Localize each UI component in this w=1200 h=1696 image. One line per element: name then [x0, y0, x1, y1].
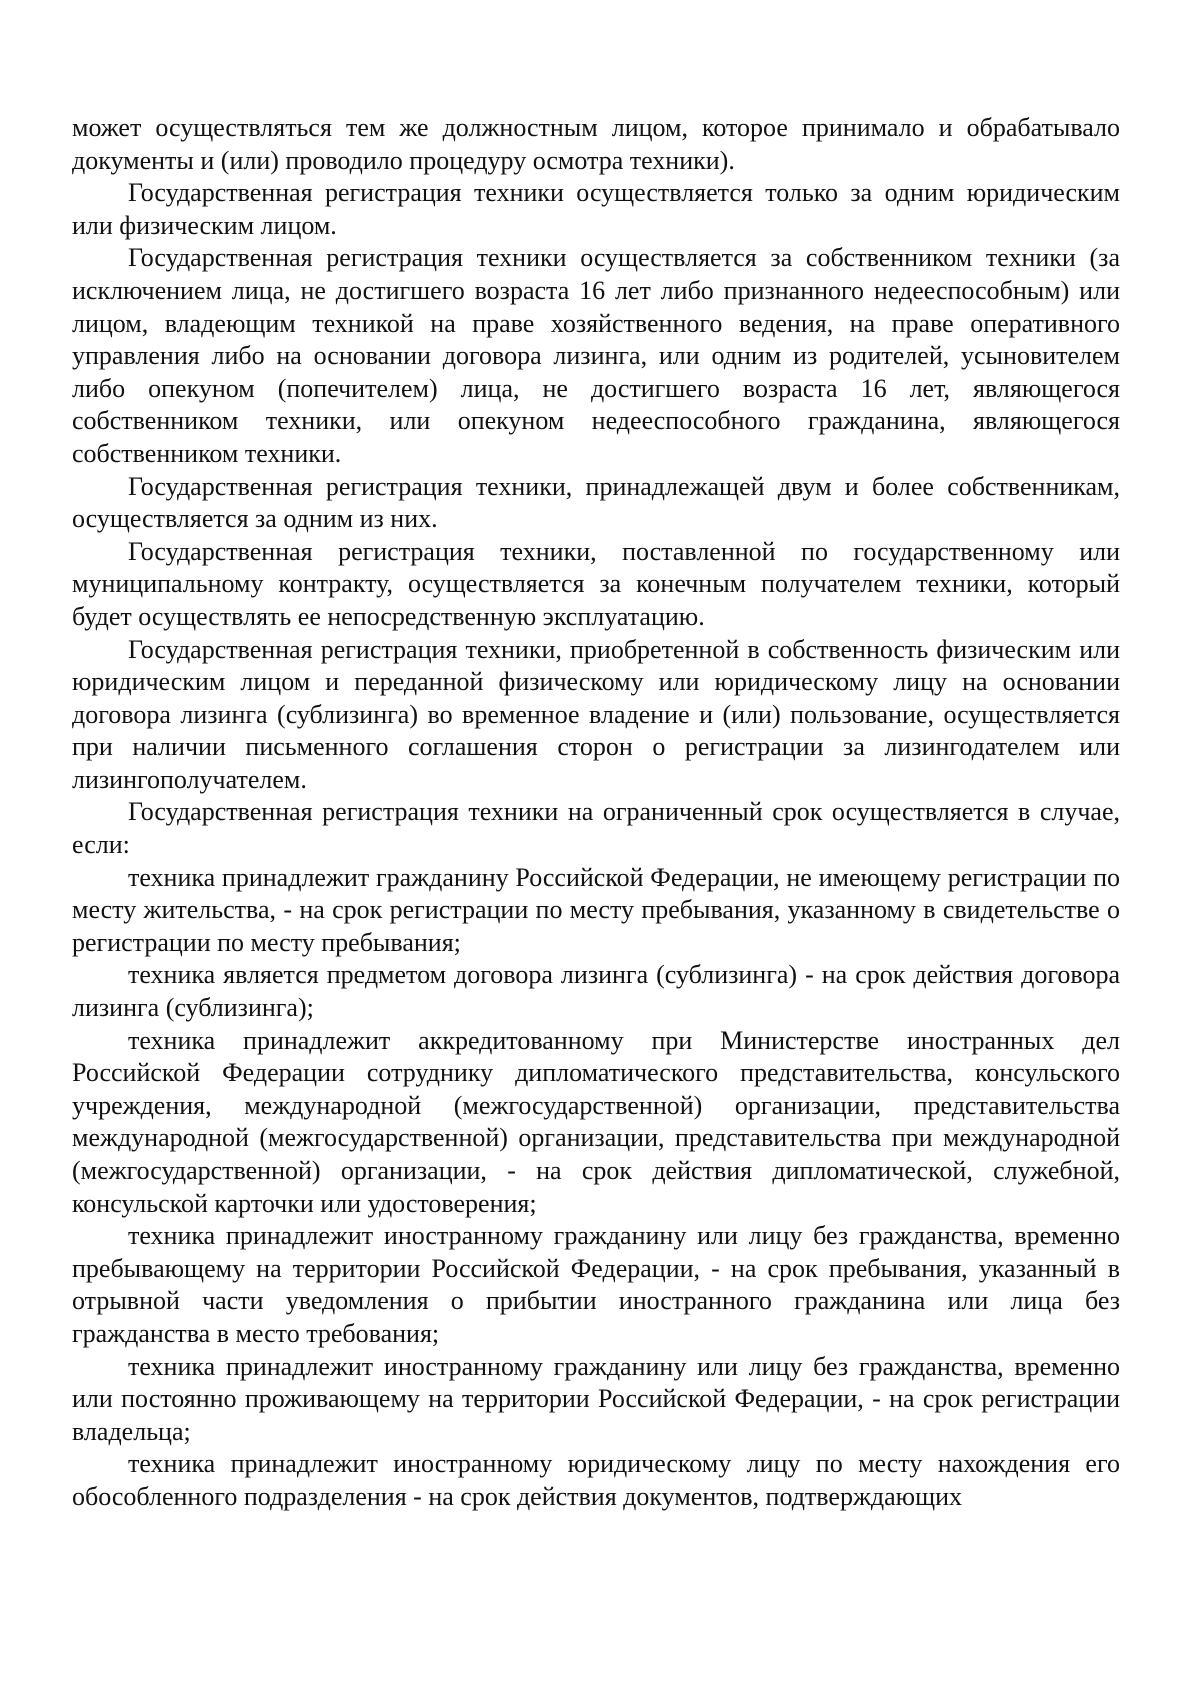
- list-item-no-residence: техника принадлежит гражданину Российской Федерации, не имеющему регистрации по месту жительства, - на срок регистрации по месту пребывания, указанному в свидетельстве о регистрации по месту пребывания;: [72, 862, 1120, 957]
- list-item-diplomatic: техника принадлежит аккредитованному при Министерстве иностранных дел Российской Федерации сотруднику дипломатического представительства, консульского учреждения, международной (межгосударственной) организации, представительства международной (межгосударственной) организации, представительства при международной (межгосударственной) организации, - на срок действия дипломатической, служебной, консульской карточки или удостоверения;: [72, 1025, 1120, 1218]
- paragraph-multiple-owners: Государственная регистрация техники, принадлежащей двум и более собственникам, осуществляется за одним из них.: [72, 471, 1120, 534]
- list-item-residence: техника принадлежит иностранному гражданину или лицу без гражданства, временно или постоянно проживающему на территории Российской Федерации, - на срок регистрации владельца;: [72, 1351, 1120, 1446]
- paragraph-owner-registration: Государственная регистрация техники осуществляется за собственником техники (за исключением лица, не достигшего возраста 16 лет либо признанного недееспособным) или лицом, владеющим техникой на праве хозяйственного ведения, на праве оперативного управления либо на основании договора лизинга, или одним из родителей, усыновителем либо опекуном (попечителем) лица, не достигшего возраста 16 лет, являющегося собственником техники, или опекуном недееспособного гражданина, являющегося собственником техники.: [72, 243, 1120, 468]
- paragraph-leasing-agreement: Государственная регистрация техники, приобретенной в собственность физическим или юридическим лицом и переданной физическому или юридическому лицу на основании договора лизинга (сублизинга) во временное владение и (или) пользование, осуществляется при наличии письменного соглашения сторон о регистрации за лизингодателем или лизингополучателем.: [72, 634, 1120, 794]
- paragraph-limited-term-intro: Государственная регистрация техники на ограниченный срок осуществляется в случае, если:: [72, 797, 1120, 860]
- document-page: [72, 112, 1120, 1514]
- paragraph-continuation: может осуществляться тем же должностным лицом, которое принимало и обрабатывало документы и (или) проводило процедуру осмотра техники).: [72, 113, 1120, 175]
- paragraph-single-owner: Государственная регистрация техники осуществляется только за одним юридическим или физическим лицом.: [72, 178, 1120, 240]
- list-item-temporary-stay: техника принадлежит иностранному гражданину или лицу без гражданства, временно пребывающему на территории Российской Федерации, - на срок пребывания, указанный в отрывной части уведомления о прибытии иностранного гражданина или лица без гражданства в место требования;: [72, 1221, 1120, 1348]
- paragraph-state-contract: Государственная регистрация техники, поставленной по государственному или муниципальному контракту, осуществляется за конечным получателем техники, который будет осуществлять ее непосредственную эксплуатацию.: [72, 536, 1120, 631]
- list-item-leasing: техника является предметом договора лизинга (сублизинга) - на срок действия договора лизинга (сублизинга);: [72, 960, 1120, 1023]
- list-item-foreign-entity: техника принадлежит иностранному юридическому лицу по месту нахождения его обособленного подразделения - на срок действия документов, подтверждающих: [72, 1449, 1120, 1511]
